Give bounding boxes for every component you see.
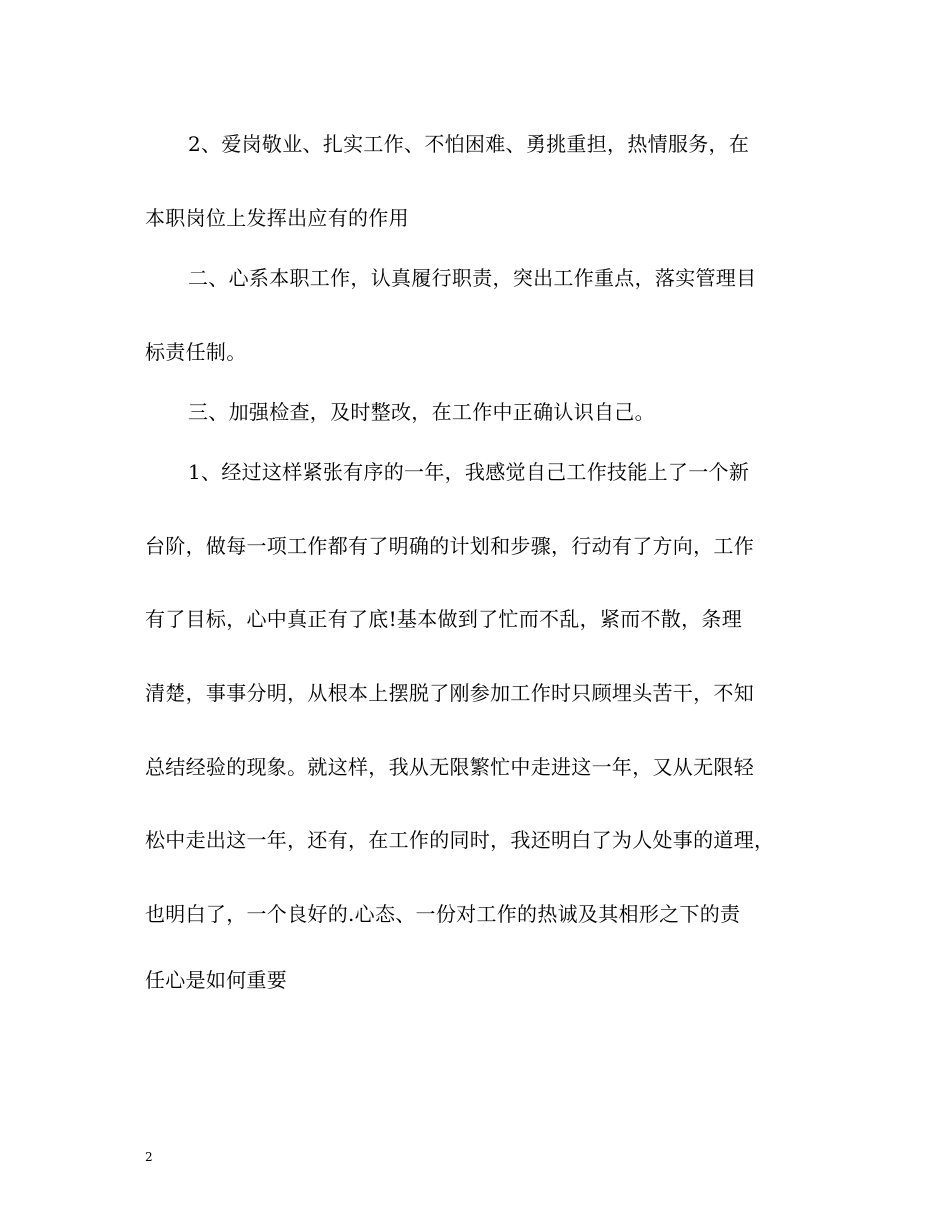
paragraph-4-line-2: 台阶，做每一项工作都有了明确的计划和步骤，行动有了方向，工作: [145, 534, 754, 558]
paragraph-4-line-7: 也明白了，一个良好的.心态、一份对工作的热诚及其相形之下的责: [145, 902, 741, 926]
paragraph-1-line-2: 本职岗位上发挥出应有的作用: [145, 206, 409, 230]
paragraph-4-line-3: 有了目标，心中真正有了底!基本做到了忙而不乱，紧而不散，条理: [145, 607, 743, 631]
paragraph-2-line-2: 标责任制。: [145, 340, 247, 364]
paragraph-3-line-1: 三、加强检查，及时整改，在工作中正确认识自己。: [188, 400, 655, 424]
page-number: 2: [145, 1150, 153, 1164]
paragraph-4-line-4: 清楚，事事分明，从根本上摆脱了刚参加工作时只顾埋头苦干，不知: [145, 681, 754, 705]
paragraph-4-line-8: 任心是如何重要: [145, 968, 288, 992]
paragraph-4-line-5: 总结经验的现象。就这样，我从无限繁忙中走进这一年，又从无限轻: [145, 755, 754, 779]
paragraph-2-line-1: 二、心系本职工作，认真履行职责，突出工作重点，落实管理目: [188, 266, 757, 290]
paragraph-1-line-1: 2、爱岗敬业、扎实工作、不怕困难、勇挑重担，热情服务，在: [188, 132, 750, 156]
paragraph-4-line-1: 1、经过这样紧张有序的一年，我感觉自己工作技能上了一个新: [188, 460, 750, 484]
paragraph-4-line-6: 松中走出这一年，还有，在工作的同时，我还明白了为人处事的道理，: [145, 828, 775, 852]
